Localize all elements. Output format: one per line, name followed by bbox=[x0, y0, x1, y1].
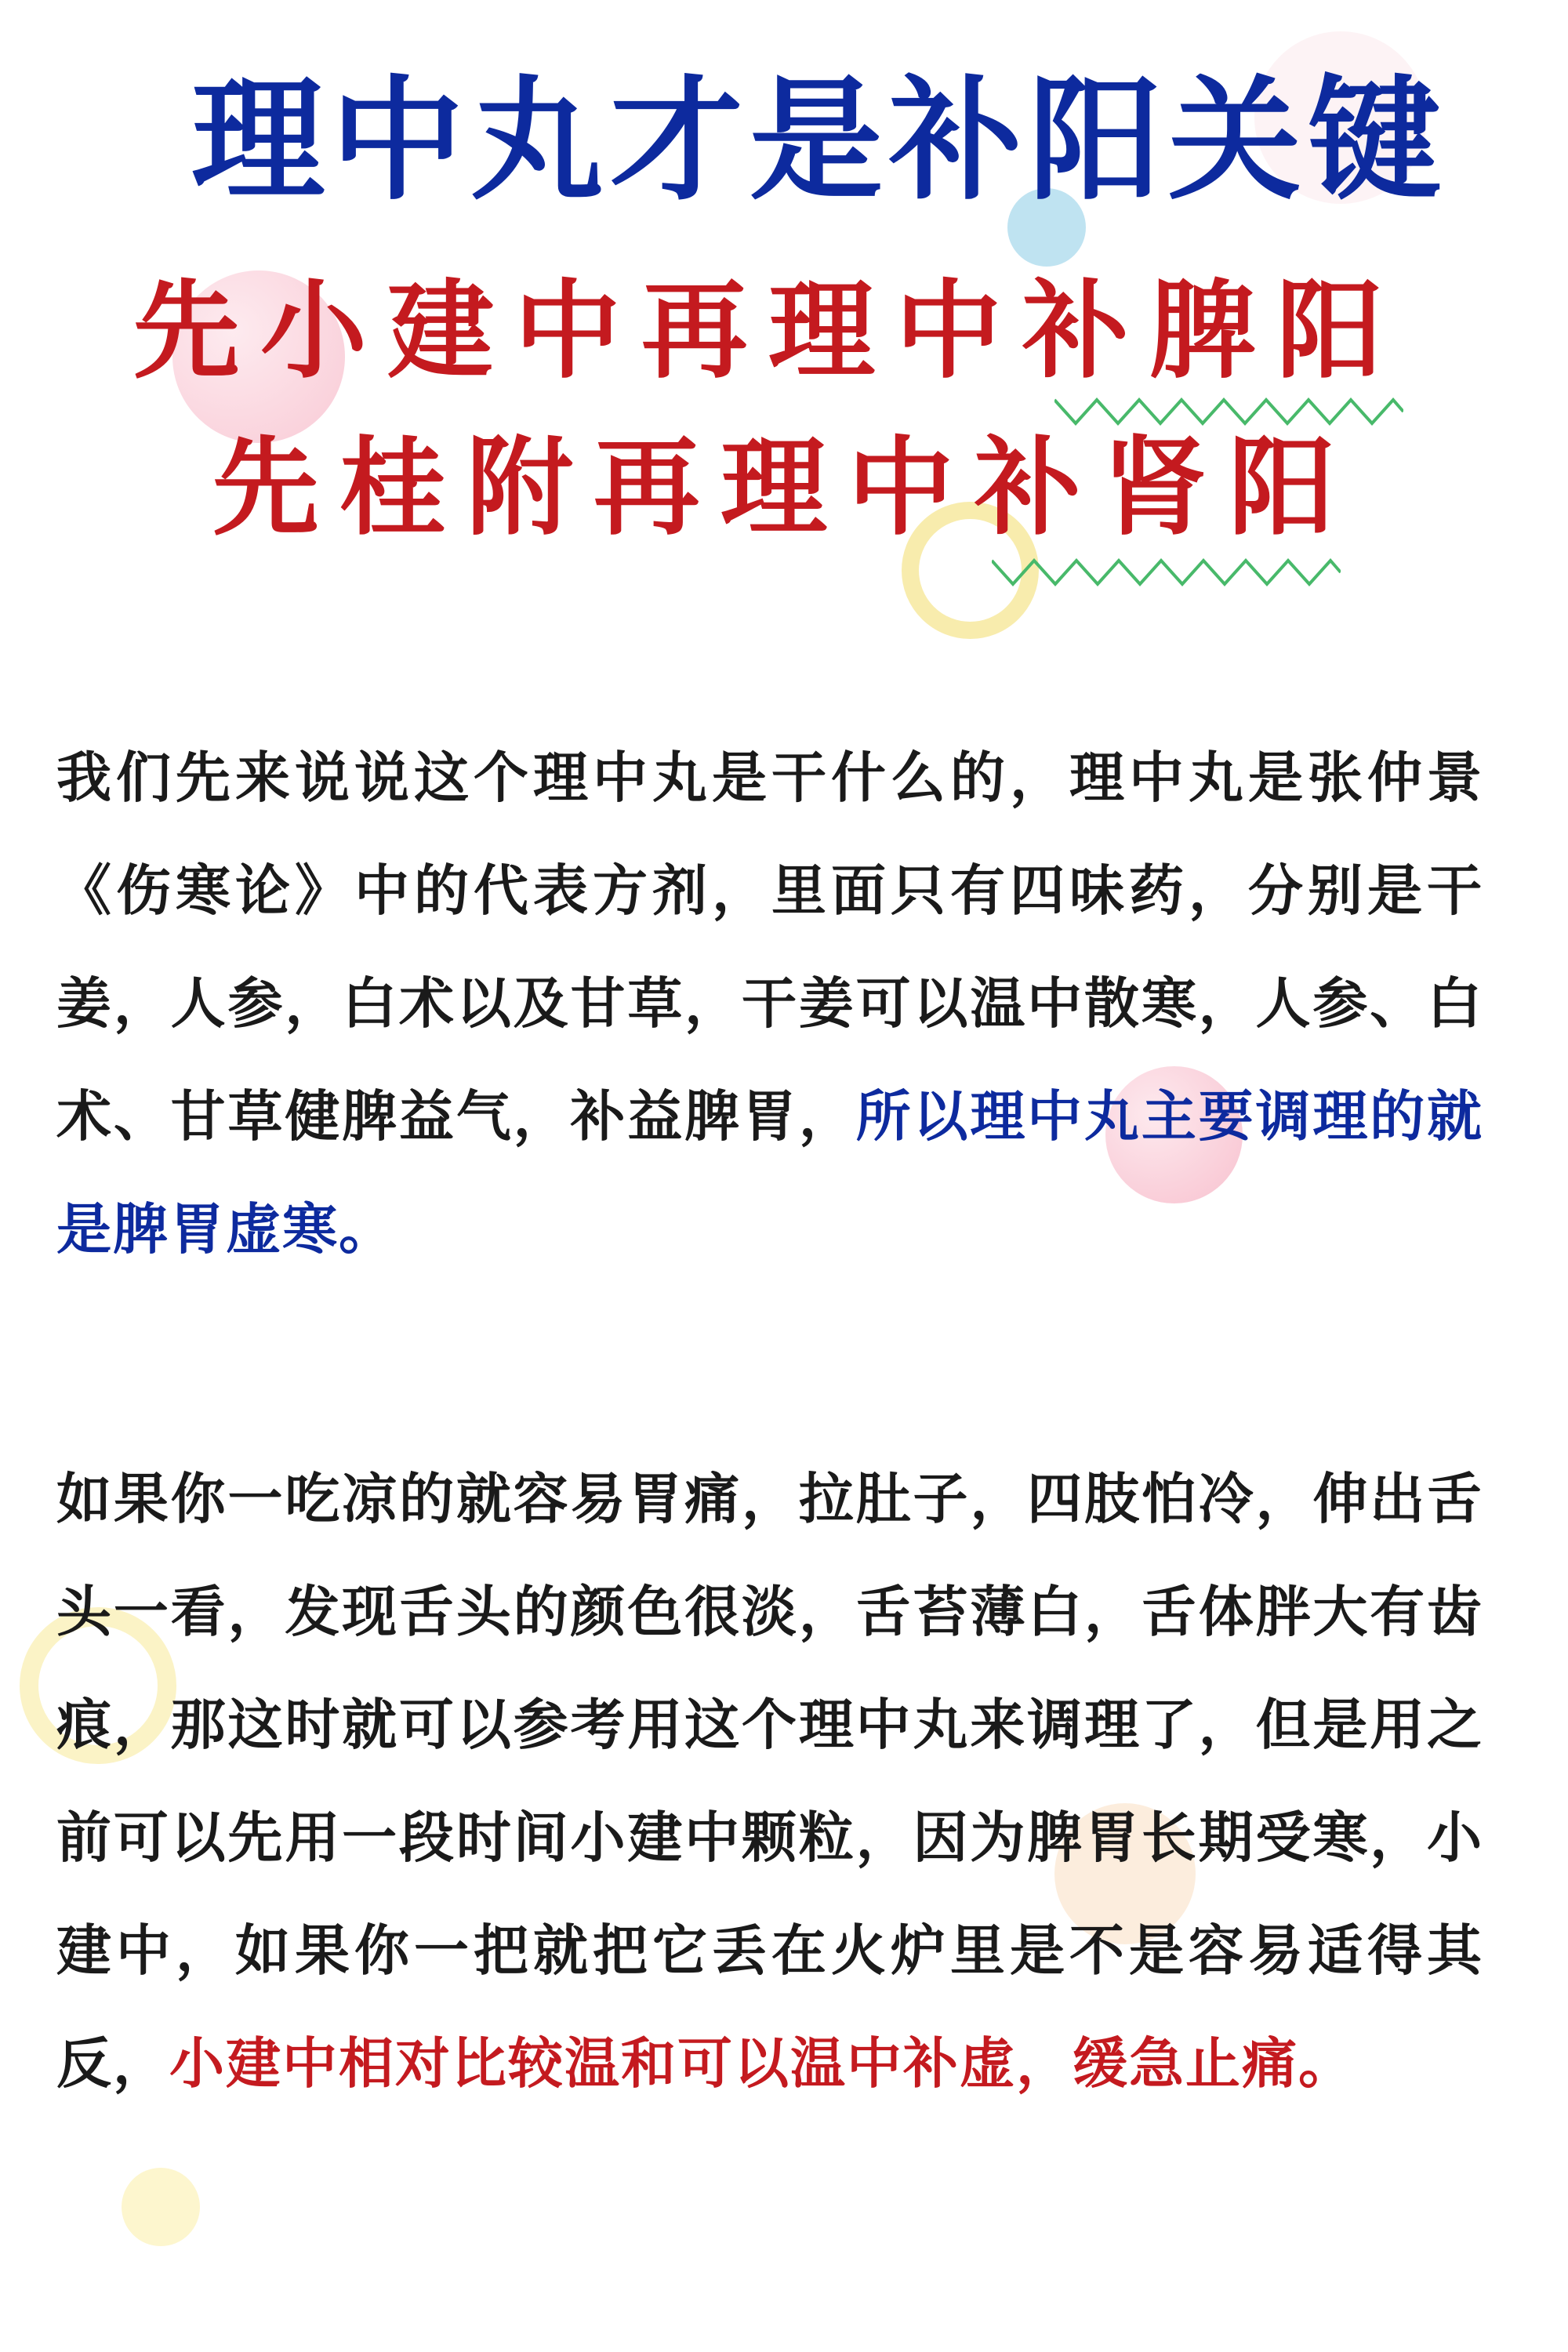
decorative-yellow-dot bbox=[122, 2168, 200, 2246]
page-title: 理中丸才是补阳关键 bbox=[191, 64, 1447, 219]
subtitle-spleen-yang: 先小建中再理中补脾阳 bbox=[133, 270, 1403, 394]
zigzag-decoration-2 bbox=[992, 553, 1341, 592]
paragraph-2-text: 如果你一吃凉的就容易胃痛，拉肚子，四肢怕冷，伸出舌头一看，发现舌头的颜色很淡，舌苔薄白，舌体胖大有齿痕，那这时就可以参考用这个理中丸来调理了，但是用之前可以先用一段时间小建中颗粒，因为脾胃长期受寒，小建中，如果你一把就把它丢在火炉里是不是容易适得其反， bbox=[56, 1467, 1483, 2096]
paragraph-1-text: 我们先来说说这个理中丸是干什么的，理中丸是张仲景《伤寒论》中的代表方剂，里面只有四味药，分别是干姜，人参，白术以及甘草，干姜可以温中散寒，人参、白术、甘草健脾益气，补益脾胃， bbox=[56, 746, 1483, 1149]
paragraph-lizhongwan-intro bbox=[56, 721, 1483, 1286]
zigzag-decoration-1 bbox=[1054, 392, 1403, 431]
subtitle-kidney-yang: 先桂附再理中补肾阳 bbox=[212, 426, 1356, 550]
paragraph-2-highlight: 小建中相对比较温和可以温中补虚，缓急止痛。 bbox=[169, 2031, 1355, 2096]
paragraph-usage-advice bbox=[56, 1443, 1483, 2120]
paragraph-1-highlight: 所以理中丸主要调理的就是脾胃虚寒。 bbox=[56, 1084, 1484, 1261]
